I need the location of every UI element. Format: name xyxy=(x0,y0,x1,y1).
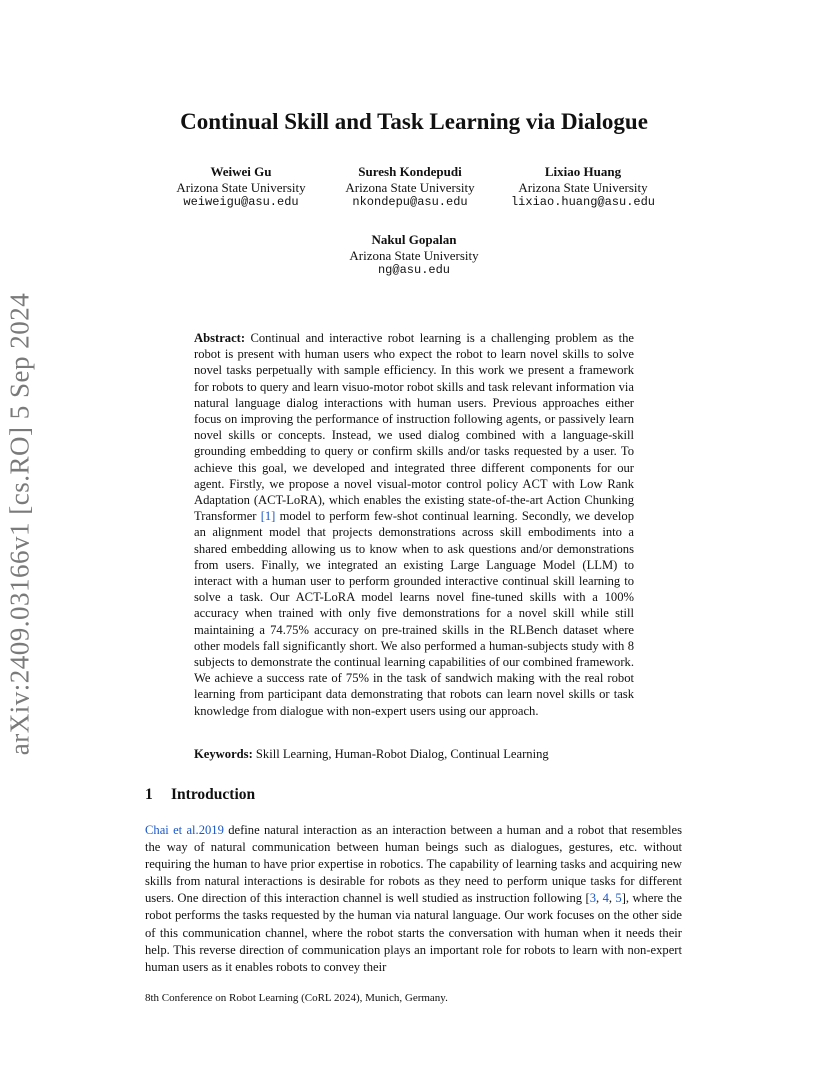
author-email[interactable]: nkondepu@asu.edu xyxy=(352,195,468,209)
abstract-text: Continual and interactive robot learning is a challenging problem as the robot is present with human users who expect the robot to learn novel skills to solve novel tasks perpetually with sample efficiency. In this work we present a framework for robots to query and learn visuo-motor robot skills and task relevant information via natural language dialog interactions with human users. Previous approaches either focus on improving the performance of instruction following agents, or passively learn novel skills or concepts. Instead, we used dialog combined with a language-skill grounding embedding to query or confirm skills and/or tasks requested by a user. To achieve this goal, we developed and integrated three different components for our agent. Firstly, we propose a novel visual-motor control policy ACT with Low Rank Adaptation (ACT-LoRA), which enables the existing state-of-the-art Action Chunking Transformer xyxy=(194,331,634,524)
author-affiliation: Arizona State University xyxy=(345,179,475,195)
citation-separator: , xyxy=(596,891,603,906)
arxiv-stamp-text: arXiv:2409.03166v1 [cs.RO] 5 Sep 2024 xyxy=(4,292,35,756)
abstract-label: Abstract: xyxy=(194,331,246,345)
author-email[interactable]: weiweigu@asu.edu xyxy=(183,195,299,209)
citation-link[interactable]: Chai et al.2019 xyxy=(145,823,224,837)
author-name: Lixiao Huang xyxy=(544,164,622,179)
author-block xyxy=(314,232,514,279)
author-affiliation: Arizona State University xyxy=(176,179,306,195)
keywords-text: Skill Learning, Human-Robot Dialog, Continual Learning xyxy=(255,747,549,761)
citation-link[interactable]: [1] xyxy=(260,509,276,524)
abstract xyxy=(194,330,634,719)
author-affiliation: Arizona State University xyxy=(349,247,479,263)
keywords-label: Keywords: xyxy=(194,747,253,761)
abstract-text: model to perform few-shot continual learning. Secondly, we develop an alignment model that projects demonstrations across skill embodiments into a shared embedding allowing us to know when to ask questions and/or demonstrations from users. Finally, we integrated an existing Large Language Model (LLM) to interact with a human user to perform grounded interactive continual skill learning to solve a task. Our ACT-LoRA model learns novel fine-tuned skills with a 100% accuracy when trained with only five demonstrations for a novel skill while still maintaining a 74.75% accuracy on pre-trained skills in the RLBench dataset where other models fall significantly short. We also performed a human-subjects study with 8 subjects to demonstrate the continual learning capabilities of our combined framework. We achieve a success rate of 75% in the task of sandwich making with the real robot learning from participant data demonstrating that robots can learn novel skills or task knowledge from dialogue with non-expert users using our approach. xyxy=(194,509,634,718)
intro-paragraph xyxy=(145,822,682,976)
author-email[interactable]: ng@asu.edu xyxy=(377,263,450,277)
author-email[interactable]: lixiao.huang@asu.edu xyxy=(510,195,656,209)
paper-title: Continual Skill and Task Learning via Dialogue xyxy=(180,109,648,134)
conference-footnote: 8th Conference on Robot Learning (CoRL 2024), Munich, Germany. xyxy=(145,992,448,1004)
section-heading xyxy=(145,786,255,804)
keywords xyxy=(194,746,634,762)
section-number: 1 xyxy=(145,786,153,803)
author-block xyxy=(483,164,683,211)
citation-link[interactable]: 3 xyxy=(589,891,596,906)
intro-text: ], where the robot performs the tasks requested by the human via natural language. Our work focuses on the other side of this communication channel, where the robot starts the conversation with human when it needs their help. This reverse direction of communication plays an important role for robots to learn with non-expert human users as it enables robots to convey their xyxy=(145,891,683,974)
citation-separator: , xyxy=(608,891,616,906)
author-block xyxy=(310,164,510,211)
citation-link[interactable]: 5 xyxy=(615,891,622,906)
author-name: Weiwei Gu xyxy=(210,164,272,179)
author-affiliation: Arizona State University xyxy=(518,179,648,195)
author-name: Suresh Kondepudi xyxy=(358,164,462,179)
citation-link[interactable]: 4 xyxy=(602,891,609,906)
intro-text: define natural interaction as an interaction between a human and a robot that resembles the way of natural communication between human beings such as dialogues, gestures, etc. without requiring the human to have prior expertise in robotics. The capability of learning tasks and acquiring new skills from natural interactions is desirable for robots as they need to perform unique tasks for different users. One direction of this interaction channel is well studied as instruction following [ xyxy=(145,823,682,906)
section-title: Introduction xyxy=(171,786,256,803)
author-name: Nakul Gopalan xyxy=(371,232,457,247)
